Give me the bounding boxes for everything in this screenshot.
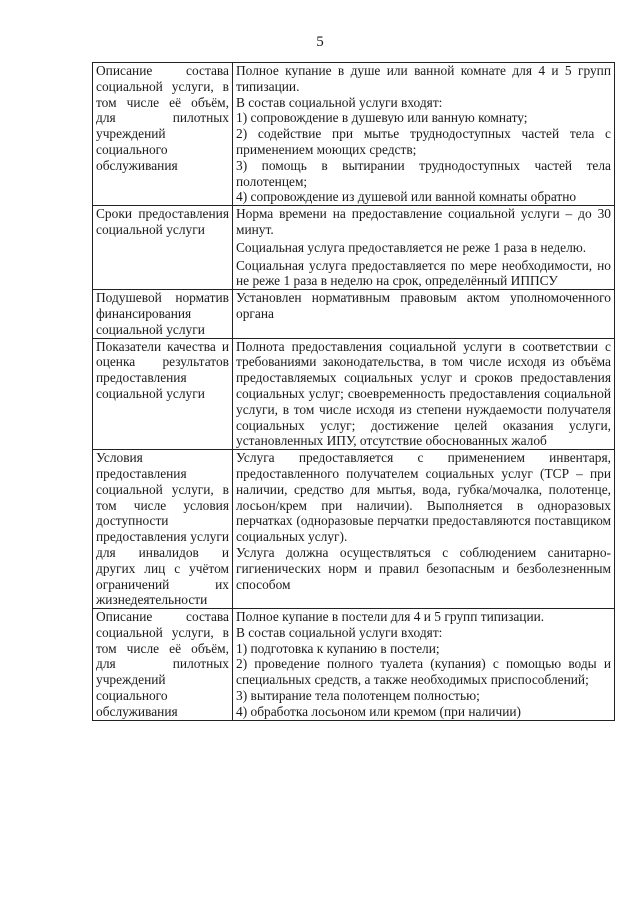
row-content [233,206,615,290]
content-paragraph: 4) сопровождение из душевой или ванной комнаты обратно [236,189,577,205]
table-row [93,450,615,609]
row-label: Показатели качества и оценка результатов предоставления социальной услуги [93,338,233,450]
content-paragraph: 1) подготовка к купанию в постели; [236,640,440,656]
row-content [233,609,615,721]
content-paragraph: 3) вытирание тела полотенцем полностью; [236,688,480,704]
content-paragraph: Установлен нормативным правовым актом уполномоченного органа [236,290,611,321]
row-label: Описание состава социальной услуги, в том числе её объём, для пилотных учреждений социального обслуживания [93,609,233,721]
content-paragraph: 1) сопровождение в душевую или ванную комнату; [236,110,528,126]
row-content [233,63,615,206]
row-label: Условия предоставления социальной услуги, в том числе условия доступности предоставления услуги для инвалидов и других лиц с учётом ограничений их жизнедеятельности [93,450,233,609]
content-paragraph: Полнота предоставления социальной услуги в соответствии с требованиями законодательства, в том числе исходя из объёма предоставляемых социальных услуг и сроков предоставления социальных услуг; своевременность предоставления социальной услуги, в том числе исходя из степени нуждаемости получателя социальных услуг; достижение целей оказания услуги, установленных ИПУ, отсутствие обоснованных жалоб [236,338,611,449]
row-content [233,450,615,609]
table-row [93,290,615,338]
service-description-table [92,62,615,721]
content-paragraph: Полное купание в душе или ванной комнате для 4 и 5 групп типизации. [236,63,611,94]
table-row [93,609,615,721]
content-paragraph: 4) обработка лосьоном или кремом (при наличии) [236,703,521,719]
content-paragraph: 3) помощь в вытирании труднодоступных частей тела полотенцем; [236,157,611,189]
content-paragraph: 2) проведение полного туалета (купания) с помощью воды и специальных средств, а также необходимых приспособлений; [236,656,611,688]
content-paragraph: Услуга должна осуществляться с соблюдением санитарно-гигиенических норм и правил безопасным и безболезненным способом [236,544,611,592]
row-label: Описание состава социальной услуги, в том числе её объём, для пилотных учреждений социального обслуживания [93,63,233,206]
content-paragraph: 2) содействие при мытье труднодоступных частей тела с применением моющих средств; [236,126,611,157]
row-label: Подушевой норматив финансирования социальной услуги [93,290,233,338]
table-row [93,338,615,450]
table-row [93,206,615,290]
page-number: 5 [316,34,324,50]
row-content [233,290,615,338]
content-paragraph: В состав социальной услуги входят: [236,94,443,110]
content-paragraph: Норма времени на предоставление социальной услуги – до 30 минут. [236,206,611,237]
row-content [233,338,615,450]
table-row [93,63,615,206]
row-label: Сроки предоставления социальной услуги [93,206,233,290]
content-paragraph: Полное купание в постели для 4 и 5 групп типизации. [236,609,545,625]
content-paragraph: Социальная услуга предоставляется не реже 1 раза в неделю. [236,239,587,255]
content-paragraph: В состав социальной услуги входят: [236,624,443,640]
content-paragraph: Услуга предоставляется с применением инвентаря, предоставленного получателем социальных услуг (ТСР – при наличии, средство для мытья, вода, губка/мочалка, полотенце, лосьон/крем при наличии). Выполняется в одноразовых перчатках (одноразовые перчатки предоставляются поставщиком социальных услуг). [236,450,611,545]
content-paragraph: Социальная услуга предоставляется по мере необходимости, но не реже 1 раза в неделю на срок, определённый ИППСУ [236,257,611,289]
